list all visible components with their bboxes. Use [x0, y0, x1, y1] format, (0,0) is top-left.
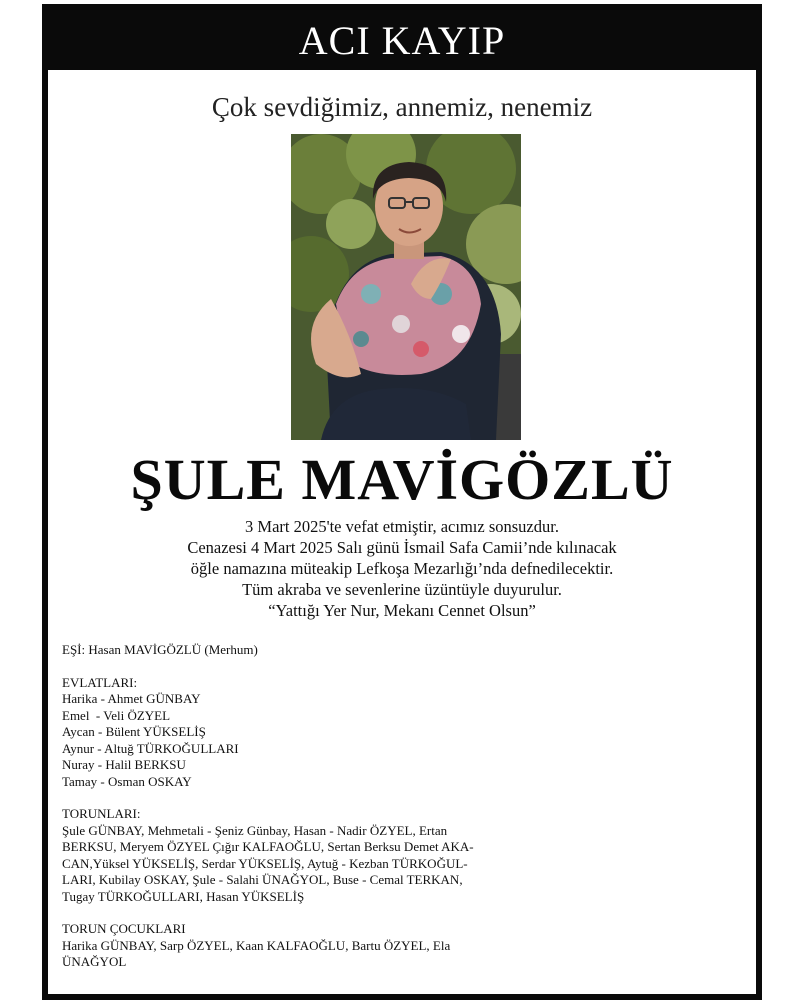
great-grandchildren-heading: TORUN ÇOCUKLARI — [62, 921, 186, 936]
message-line: öğle namazına müteakip Lefkoşa Mezarlığı’nda defnedilecektir. — [190, 559, 614, 578]
child-item: Aycan - Bülent YÜKSELİŞ — [62, 724, 206, 739]
obituary-banner: ACI KAYIP — [48, 10, 756, 70]
grandchildren-line: BERKSU, Meryem ÖZYEL Çığır KALFAOĞLU, Sertan Berksu Demet AKA- — [62, 839, 474, 854]
child-item: Nuray - Halil BERKSU — [62, 757, 186, 772]
grandchildren-line: LARI, Kubilay OSKAY, Şule - Salahi ÜNAĞYOL, Buse - Cemal TERKAN, — [62, 872, 463, 887]
spouse-line: EŞİ: Hasan MAVİGÖZLÜ (Merhum) — [62, 642, 258, 657]
announcement-message — [48, 516, 756, 621]
message-line: Tüm akraba ve sevenlerine üzüntüyle duyurulur. — [242, 580, 562, 599]
great-grandchildren-line: Harika GÜNBAY, Sarp ÖZYEL, Kaan KALFAOĞLU, Bartu ÖZYEL, Ela — [62, 937, 451, 953]
message-line: “Yattığı Yer Nur, Mekanı Cennet Olsun” — [268, 601, 536, 620]
message-line: Cenazesi 4 Mart 2025 Salı günü İsmail Safa Camii’nde kılınacak — [187, 538, 617, 557]
grandchildren-line: Tugay TÜRKOĞULLARI, Hasan YÜKSELİŞ — [62, 888, 305, 904]
child-item: Tamay - Osman OSKAY — [62, 773, 192, 789]
grandchildren-heading: TORUNLARI: — [62, 806, 141, 821]
grandchildren-line: CAN,Yüksel YÜKSELİŞ, Serdar YÜKSELİŞ, Aytuğ - Kezban TÜRKOĞUL- — [62, 855, 468, 871]
spouse-section — [62, 642, 532, 659]
child-item: Aynur - Altuğ TÜRKOĞULLARI — [62, 740, 239, 756]
portrait-photo — [291, 134, 521, 440]
subtitle: Çok sevdiğimiz, annemiz, nenemiz — [211, 92, 593, 122]
grandchildren-line: Şule GÜNBAY, Mehmetali - Şeniz Günbay, Hasan - Nadir ÖZYEL, Ertan — [62, 822, 448, 838]
deceased-name: ŞULE MAVİGÖZLÜ — [130, 447, 674, 512]
family-details — [62, 642, 532, 987]
great-grandchildren-section — [62, 921, 532, 971]
children-section — [62, 675, 532, 791]
child-item: Emel - Veli ÖZYEL — [62, 707, 171, 723]
obituary-frame — [42, 4, 762, 1000]
message-line: 3 Mart 2025'te vefat etmiştir, acımız sonsuzdur. — [245, 517, 559, 536]
child-item: Harika - Ahmet GÜNBAY — [62, 691, 201, 706]
children-heading: EVLATLARI: — [62, 674, 138, 690]
great-grandchildren-line: ÜNAĞYOL — [62, 954, 127, 969]
grandchildren-section — [62, 806, 532, 905]
